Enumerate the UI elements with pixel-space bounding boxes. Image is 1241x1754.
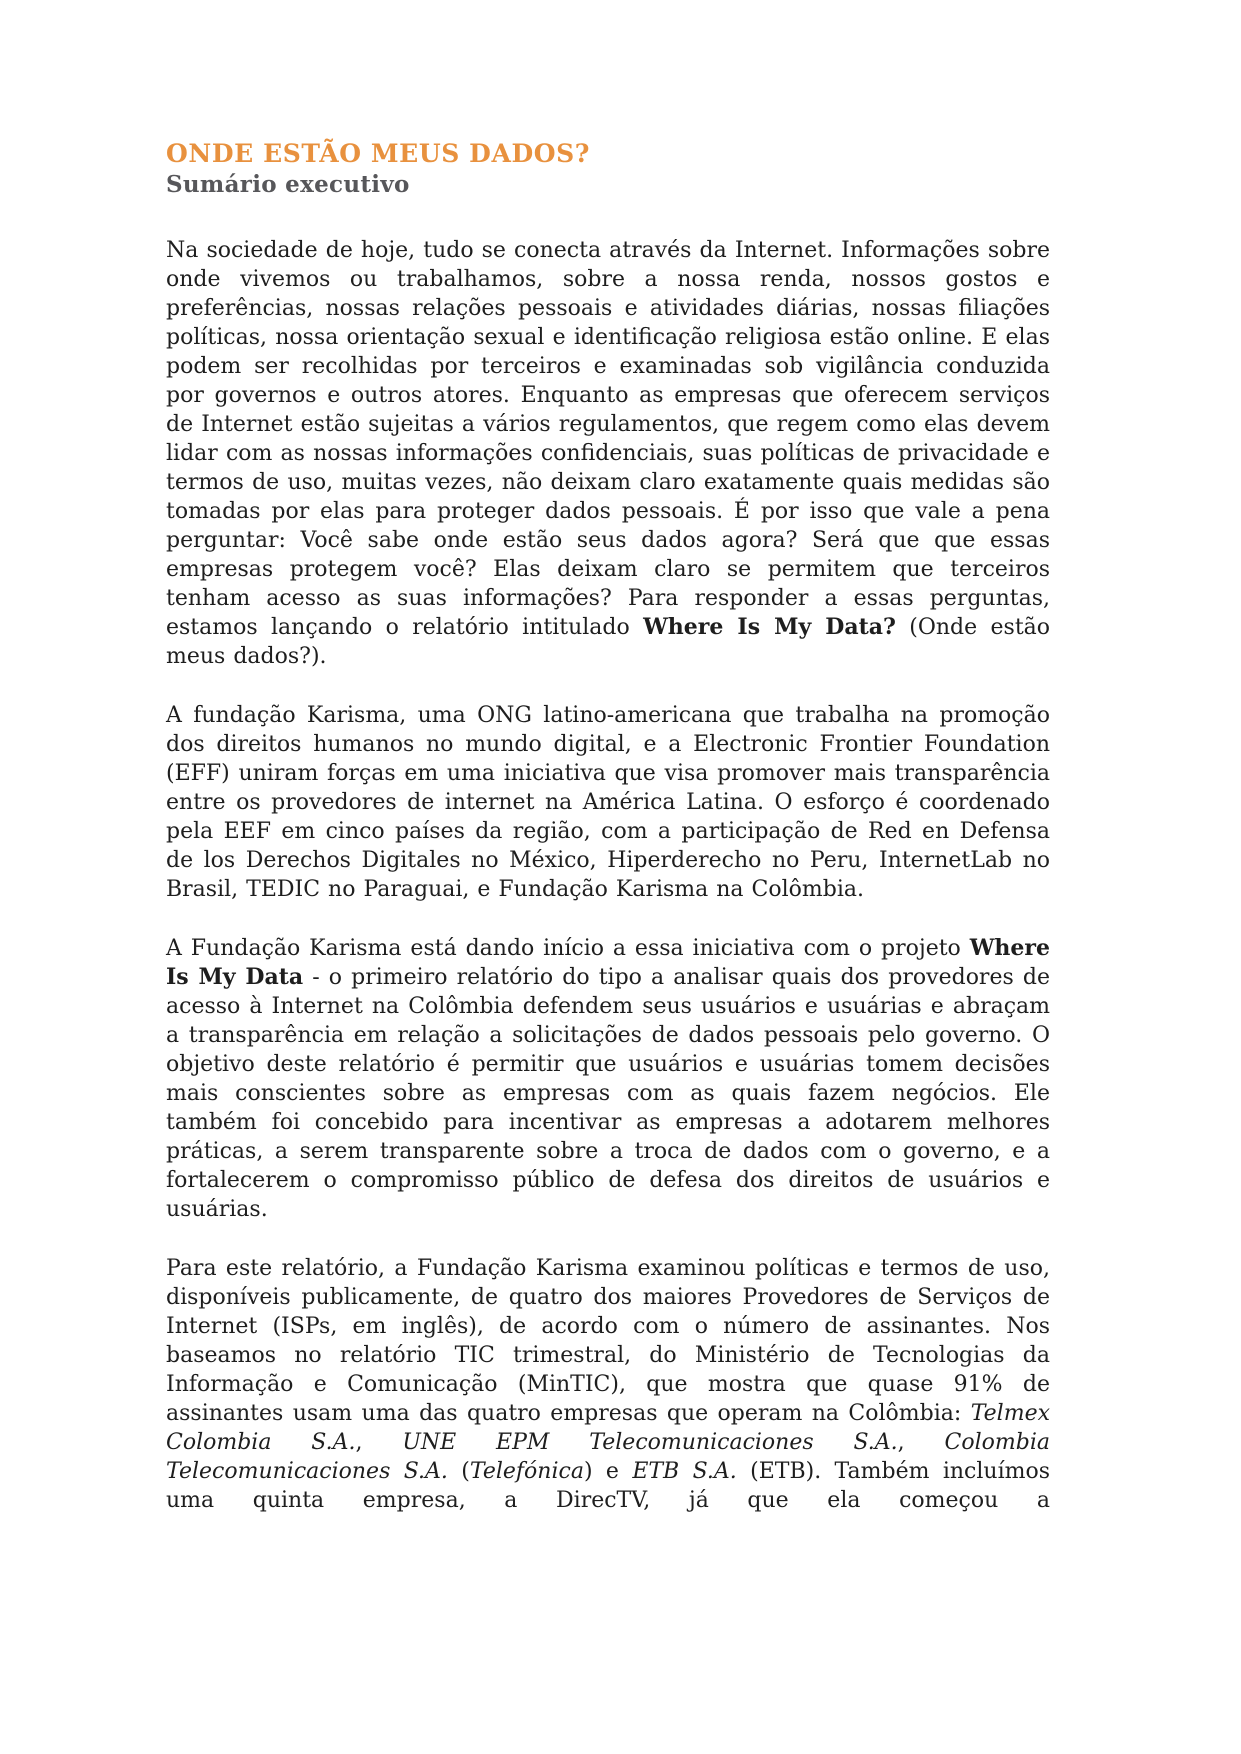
paragraph [166, 236, 1050, 671]
text-run: - o primeiro relatório do tipo a analisar quais dos provedores de acesso à Internet na Colômbia defendem seus usuários e usuárias e abraçam a transparência em relação a solicitações de dados pessoais pelo governo. O objetivo deste relatório é permitir que usuários e usuárias tomem decisões mais conscientes sobre as empresas com as quais fazem negócios. Ele também foi concebido para incentivar as empresas a adotarem melhores práticas, a serem transparente sobre a troca de dados com o governo, e a fortalecerem o compromisso público de defesa dos direitos de usuários e usuárias. [166, 965, 1050, 1222]
bold-text-run: Where Is My Data [166, 935, 1050, 990]
italic-text-run: Colombia Telecomunicaciones S.A. [166, 1430, 1050, 1484]
italic-text-run: Telmex Colombia S.A. [166, 1401, 1050, 1455]
text-run: ( [447, 1459, 470, 1484]
document-content [166, 138, 1050, 1515]
text-run: Na sociedade de hoje, tudo se conecta através da Internet. Informações sobre onde vivemos ou trabalhamos, sobre a nossa renda, nossos gostos e preferências, nossas relações pessoais e atividades diárias, nossas filiações políticas, nossa orientação sexual e identificação religiosa estão online. E elas podem ser recolhidas por terceiros e examinadas sob vigilância conduzida por governos e outros atores. Enquanto as empresas que oferecem serviços de Internet estão sujeitas a vários regulamentos, que regem como elas devem lidar com as nossas informações confidenciais, suas políticas de privacidade e termos de uso, muitas vezes, não deixam claro exatamente quais medidas são tomadas por elas para proteger dados pessoais. É por isso que vale a pena perguntar: Você sabe onde estão seus dados agora? Será que que essas empresas protegem você? Elas deixam claro se permitem que terceiros tenham acesso as suas informações? Para responder a essas perguntas, estamos lançando o relatório intitulado [166, 238, 1050, 640]
paragraph [166, 701, 1050, 904]
text-run: , [355, 1430, 403, 1455]
bold-text-run: Where Is My Data? [643, 614, 896, 640]
document-body [166, 236, 1050, 1515]
italic-text-run: ETB S.A. [632, 1459, 737, 1484]
text-run: , [897, 1430, 945, 1455]
text-run: A Fundação Karisma está dando início a essa iniciativa com o projeto [166, 936, 970, 961]
text-run: (Onde estão meus dados?). [166, 615, 1051, 669]
text-run: ) e [583, 1459, 633, 1484]
paragraph [166, 934, 1050, 1224]
italic-text-run: UNE EPM Telecomunicaciones S.A. [402, 1430, 898, 1455]
page-subtitle: Sumário executivo [166, 171, 410, 198]
page-title: ONDE ESTÃO MEUS DADOS? [166, 139, 591, 168]
text-run: (ETB). Também incluímos uma quinta empresa, a DirecTV, já que ela começou a [166, 1459, 1051, 1513]
text-run: Para este relatório, a Fundação Karisma examinou políticas e termos de uso, disponíveis publicamente, de quatro dos maiores Provedores de Serviços de Internet (ISPs, em inglês), de acordo com o número de assinantes. Nos baseamos no relatório TIC trimestral, do Ministério de Tecnologias da Informação e Comunicação (MinTIC), que mostra que quase 91% de assinantes usam uma das quatro empresas que operam na Colômbia: [166, 1256, 1050, 1426]
paragraph [166, 1254, 1050, 1515]
italic-text-run: Telefónica [469, 1459, 584, 1484]
text-run: A fundação Karisma, uma ONG latino-americana que trabalha na promoção dos direitos humanos no mundo digital, e a Electronic Frontier Foundation (EFF) uniram forças em uma iniciativa que visa promover mais transparência entre os provedores de internet na América Latina. O esforço é coordenado pela EEF em cinco países da região, com a participação de Red en Defensa de los Derechos Digitales no México, Hiperderecho no Peru, InternetLab no Brasil, TEDIC no Paraguai, e Fundação Karisma na Colômbia. [166, 703, 1050, 902]
